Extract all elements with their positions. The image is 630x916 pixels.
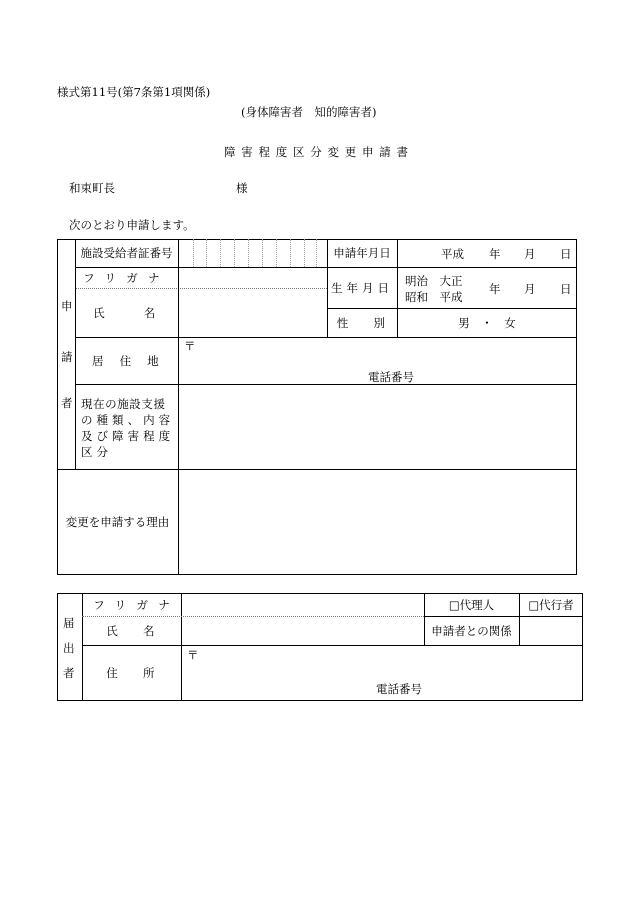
category-note: (身体障害者 知的障害者)	[241, 105, 377, 119]
notifier-phone-label: 電話番号	[376, 682, 422, 696]
sex-label: 性別	[336, 315, 411, 330]
apply-month-unit: 月	[524, 247, 536, 261]
postal-mark: 〒	[184, 339, 196, 353]
sex-options[interactable]: 男 ・ 女	[458, 315, 516, 330]
notifier-address-label: 住所	[106, 666, 180, 680]
proxy-checkbox-option[interactable]: □代行者	[528, 597, 574, 612]
apply-date-era: 平成	[441, 247, 464, 261]
support-field[interactable]	[179, 385, 576, 468]
dob-label: 生年月日	[330, 280, 394, 295]
address-field[interactable]	[179, 338, 576, 383]
dob-era-line-1: 明治 大正	[405, 274, 463, 288]
notifier-side-char-3: 者	[63, 666, 75, 680]
support-label	[81, 396, 174, 460]
reason-field[interactable]	[179, 470, 576, 574]
name-label: 氏名	[93, 305, 195, 320]
dob-year-unit: 年	[489, 282, 501, 296]
intro-text: 次のとおり申請します。	[69, 218, 195, 232]
agent-checkbox-option[interactable]: □代理人	[448, 597, 495, 612]
apply-year-unit: 年	[489, 247, 501, 261]
applicant-side-char-1: 申	[61, 299, 73, 313]
dob-era-line-2: 昭和 平成	[405, 290, 463, 304]
support-label-line-2: の種類、内容	[81, 413, 175, 427]
address-label: 居住地	[91, 353, 175, 368]
relation-field[interactable]	[520, 617, 582, 644]
notifier-furigana-label: フリガナ	[93, 597, 181, 612]
notifier-side-char-2: 出	[63, 641, 75, 655]
notifier-name-label: 氏名	[106, 623, 180, 638]
honorific: 様	[236, 181, 248, 195]
applicant-side-char-3: 者	[61, 396, 73, 410]
notifier-side-char-1: 届	[63, 616, 75, 630]
support-label-line-1: 現在の施設支援	[81, 397, 166, 411]
name-field[interactable]	[179, 289, 326, 336]
relation-label: 申請者との関係	[431, 623, 512, 638]
dob-day-unit: 日	[560, 282, 572, 296]
apply-day-unit: 日	[560, 247, 572, 261]
document-title: 障害程度区分変更申請書	[224, 145, 414, 159]
phone-label: 電話番号	[368, 370, 414, 384]
reason-label: 変更を申請する理由	[65, 515, 170, 529]
support-label-line-4: 区分	[81, 445, 113, 459]
apply-date-label: 申請年月日	[333, 246, 391, 260]
dob-month-unit: 月	[524, 282, 536, 296]
cert-number-field[interactable]	[179, 240, 326, 266]
applicant-side-char-2: 請	[61, 350, 73, 364]
notifier-address-field[interactable]	[182, 646, 582, 700]
notifier-postal-mark: 〒	[187, 648, 199, 662]
notifier-name-field[interactable]	[182, 617, 423, 644]
addressee: 和束町長	[69, 181, 115, 195]
cert-number-label: 施設受給者証番号	[80, 246, 173, 260]
furigana-field[interactable]	[179, 268, 326, 287]
form-number: 様式第11号(第7条第1項関係)	[57, 85, 211, 99]
notifier-furigana-field[interactable]	[182, 594, 423, 615]
furigana-label: フリガナ	[83, 270, 170, 285]
support-label-line-3: 及び障害程度	[81, 429, 175, 443]
